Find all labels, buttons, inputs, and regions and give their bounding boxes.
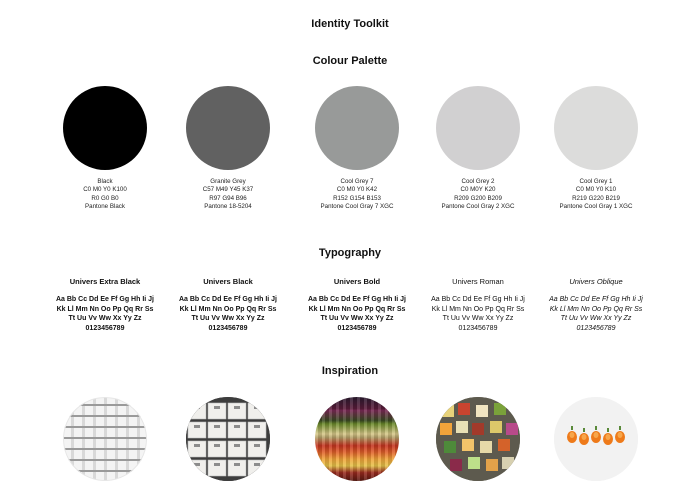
typeface-name: Univers Extra Black xyxy=(69,277,141,286)
inspiration-heading: Inspiration xyxy=(321,365,379,377)
sample-line: Tt Uu Vv Ww Xx Yy Zz xyxy=(442,315,514,323)
swatch-info xyxy=(287,178,427,212)
swatch-name: Cool Grey 2 xyxy=(461,178,495,185)
sample-line: 0123456789 xyxy=(208,324,248,332)
swatch-circle xyxy=(186,86,270,170)
typeface-extra-black xyxy=(35,277,175,333)
inspiration-image-orange-segments xyxy=(554,397,638,481)
swatch-circle xyxy=(63,86,147,170)
sample-line: Kk Ll Mm Nn Oo Pp Qq Rr Ss xyxy=(431,305,525,313)
swatch-info xyxy=(158,178,298,212)
swatch-cool-grey-7 xyxy=(287,86,427,212)
swatch-info xyxy=(526,178,666,212)
inspiration-image-food-cubes xyxy=(436,397,520,481)
typeface-sample xyxy=(35,295,175,333)
sample-line: 0123456789 xyxy=(337,324,377,332)
swatch-pantone: Pantone Cool Gray 2 XGC xyxy=(441,203,515,211)
swatch-rgb: R152 G154 B153 xyxy=(333,194,381,202)
sample-line: Tt Uu Vv Ww Xx Yy Zz xyxy=(191,315,265,323)
swatch-name: Cool Grey 7 xyxy=(340,178,374,185)
swatch-cmyk: C0 M0 Y0 K42 xyxy=(336,186,378,194)
typeface-sample xyxy=(287,295,427,333)
inspiration-image-fruit-rows xyxy=(315,397,399,481)
sample-line: Tt Uu Vv Ww Xx Yy Zz xyxy=(560,315,632,323)
inspiration-image-grid xyxy=(63,397,147,481)
swatch-name: Cool Grey 1 xyxy=(579,178,613,185)
swatch-cmyk: C0 M0 Y0 K100 xyxy=(83,186,127,194)
sample-line: Aa Bb Cc Dd Ee Ff Gg Hh Ii Jj xyxy=(178,296,277,303)
swatch-pantone: Pantone Cool Gray 7 XGC xyxy=(320,203,394,211)
typeface-sample xyxy=(158,295,298,333)
typeface-sample xyxy=(526,295,666,333)
swatch-name: Granite Grey xyxy=(210,178,246,185)
swatch-name: Black xyxy=(97,178,113,185)
swatch-circle xyxy=(315,86,399,170)
sample-line: 0123456789 xyxy=(85,324,125,332)
palette-heading: Colour Palette xyxy=(312,55,388,67)
inspiration-item xyxy=(526,397,666,481)
inspiration-item xyxy=(287,397,427,481)
typeface-name: Univers Black xyxy=(203,277,253,286)
typography-heading: Typography xyxy=(318,247,382,259)
page-title: Identity Toolkit xyxy=(311,18,389,30)
swatch-granite-grey xyxy=(158,86,298,212)
sample-line: Tt Uu Vv Ww Xx Yy Zz xyxy=(68,315,142,323)
swatch-circle xyxy=(554,86,638,170)
swatch-cmyk: C57 M49 Y45 K37 xyxy=(202,186,254,194)
sample-line: Tt Uu Vv Ww Xx Yy Zz xyxy=(320,315,394,323)
inspiration-item xyxy=(158,397,298,481)
swatch-cmyk: C0 M0Y K20 xyxy=(460,186,496,194)
typeface-name: Univers Oblique xyxy=(569,277,623,286)
sample-line: Aa Bb Cc Dd Ee Ff Gg Hh Ii Jj xyxy=(431,296,525,303)
sample-line: Kk Ll Mm Nn Oo Pp Qq Rr Ss xyxy=(549,305,643,313)
sample-line: Aa Bb Cc Dd Ee Ff Gg Hh Ii Jj xyxy=(307,296,406,303)
typeface-name: Univers Roman xyxy=(452,277,504,286)
swatch-rgb: R219 G220 B219 xyxy=(572,194,620,202)
swatch-pantone: Pantone 18-5204 xyxy=(204,203,252,211)
swatch-cmyk: C0 M0 Y0 K10 xyxy=(575,186,617,194)
swatch-rgb: R97 G94 B96 xyxy=(209,194,247,202)
swatch-black xyxy=(35,86,175,212)
swatch-pantone: Pantone Cool Gray 1 XGC xyxy=(559,203,633,211)
typeface-bold xyxy=(287,277,427,333)
sample-line: Aa Bb Cc Dd Ee Ff Gg Hh Ii Jj xyxy=(549,296,643,303)
sample-line: 0123456789 xyxy=(576,324,616,332)
swatch-pantone: Pantone Black xyxy=(85,203,125,211)
sample-line: 0123456789 xyxy=(458,324,498,332)
swatch-info xyxy=(35,178,175,212)
swatch-cool-grey-1 xyxy=(526,86,666,212)
sample-line: Kk Ll Mm Nn Oo Pp Qq Rr Ss xyxy=(179,305,277,313)
sample-line: Aa Bb Cc Dd Ee Ff Gg Hh Ii Jj xyxy=(55,296,154,303)
typeface-black xyxy=(158,277,298,333)
sample-line: Kk Ll Mm Nn Oo Pp Qq Rr Ss xyxy=(56,305,154,313)
inspiration-image-drawers xyxy=(186,397,270,481)
inspiration-item xyxy=(35,397,175,481)
typeface-oblique xyxy=(526,277,666,333)
swatch-rgb: R209 G200 B209 xyxy=(454,194,502,202)
swatch-circle xyxy=(436,86,520,170)
typeface-name: Univers Bold xyxy=(333,277,381,286)
swatch-rgb: R0 G0 B0 xyxy=(91,194,119,202)
sample-line: Kk Ll Mm Nn Oo Pp Qq Rr Ss xyxy=(308,305,406,313)
